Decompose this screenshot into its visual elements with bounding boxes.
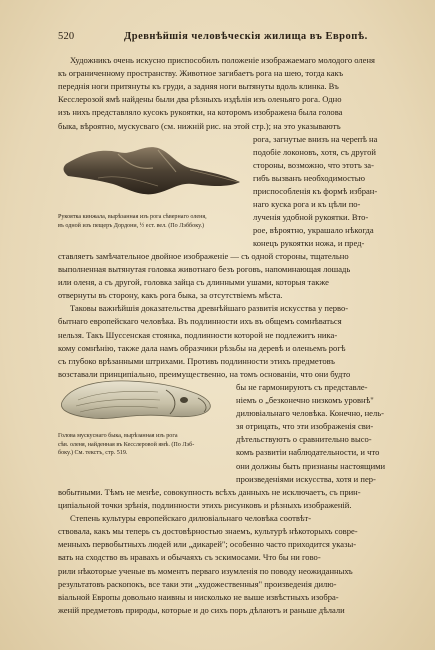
text-line: зя отрицать, что эти изображенія сви- <box>236 421 374 432</box>
text-line: лученія удобной рукоятки. Вто- <box>253 212 369 223</box>
paragraph-top <box>58 54 406 119</box>
caption-line: боку.) См. текстъ, стр. 519. <box>58 450 128 457</box>
page-header <box>58 31 403 45</box>
text-line: женій предметовъ природы, которые и до сихъ поръ дѣлаютъ и раньше дѣлали <box>58 604 345 615</box>
text-line: конецъ рукоятки ножа, и пред- <box>253 238 365 249</box>
text-line: дилювіальнаго человѣка. Конечно, нель- <box>236 408 384 419</box>
musk-ox-head-illustration <box>58 372 216 428</box>
text-line: Художникъ очень искусно приспособилъ положеніе изображаемаго молодого оленя <box>70 55 375 65</box>
page-number: 520 <box>58 31 75 42</box>
caption-line: въ одной изъ пещеръ Дордони, ½ ест. вел. (По Лэббоку.) <box>58 222 205 229</box>
text-line: ствовала, какъ мы теперь съ достовѣрностью знаемъ, культурѣ нѣкоторыхъ совре- <box>58 526 358 537</box>
text-line: подобіе локоновъ, хотя, съ другой <box>253 146 376 157</box>
paragraph-middle <box>58 250 406 381</box>
text-line: переднія ноги притянуты къ груди, а задняя ноги вытянуты вдоль клинка. Въ <box>58 81 339 92</box>
text-line: выполненная вытянутая головка животнаго безъ роговъ, напоминающая лошадь <box>58 264 351 275</box>
text-line: вать на сходство въ нравахъ и обычаяхъ съ эскимосами. Что бы ни гово- <box>58 552 321 563</box>
text-line: менныхъ первобытныхъ людей или „дикарей"; особенно часто приходится указы- <box>58 539 357 550</box>
text-line: произведеніями искусства, хотя и пер- <box>236 473 376 484</box>
text-line: ніемъ о „безконечно низкомъ уровнѣ" <box>236 395 374 406</box>
text-line: рое, вѣроятно, украшало нѣкогда <box>253 225 374 236</box>
caption-line: Голова мускуснаго быка, вырѣзанная изъ рога <box>58 433 178 439</box>
caption-line: сѣв. оленя, найденная въ Кесслеровой ямѣ. (По Лэб- <box>58 441 195 448</box>
paragraph-bottom <box>58 486 406 617</box>
paragraph-right-col-1 <box>253 133 406 251</box>
text-line: результатовъ раскопокъ, все таки эти „художественныя" произведенія дилю- <box>58 578 337 589</box>
text-line: рога, загнутые внизъ на черепѣ на <box>253 133 378 144</box>
text-line: къ ограниченному пространству. Животное загибаетъ рога на шею, тогда какъ <box>58 68 344 79</box>
text-line: наго куска рога и къ цѣли по- <box>253 198 361 209</box>
text-line: Степень культуры европейскаго дилювіальнаго человѣка соотвѣт- <box>70 513 312 524</box>
text-line: віальной Европы довольно наивны и нисколько не выше извѣстныхъ изобра- <box>58 591 339 602</box>
paragraph-right-col-2 <box>236 381 406 486</box>
text-line: бы не гармонируютъ съ представле- <box>236 382 368 392</box>
text-line: бытнаго европейскаго человѣка. Въ подлинности ихъ въ общемъ сомнѣваться <box>58 316 342 327</box>
text-line: Кесслерозой ямѣ найдены были два рѣзныхъ издѣлія изъ оленьяго рога. Одно <box>58 94 342 105</box>
text-line: съ глубоко врѣзанными штрихами. Противъ подлинности этихъ предметовъ <box>58 355 335 366</box>
text-line: стороны, возможно, что этотъ за- <box>253 159 374 170</box>
text-line: они должны быть признаны настоящими <box>236 460 386 471</box>
text-line: возставали принципіально, преимущественно, на томъ основаніи, что они будто <box>58 368 351 379</box>
text-line: Таковы важнѣйшія доказательства древнѣйшаго развитія искусства у перво- <box>70 303 349 314</box>
text-line: дѣтельствуютъ о сравнительно высо- <box>236 434 372 445</box>
text-line: вобытными. Тѣмъ не менѣе, совокупность всѣхъ данныхъ не исключаетъ, съ прин- <box>58 487 361 497</box>
caption-line: Рукоятка кинжала, вырѣзанная изъ рога сѣвернаго оленя, <box>58 214 207 220</box>
text-line: нельзя. Такъ Шуссенская стоянка, подлинности которой не подлежитъ ника- <box>58 329 338 340</box>
paragraph-top-line6 <box>58 120 406 133</box>
text-line: отвернуты въ сторону, какъ рога быка, за отсутствіемъ мѣста. <box>58 290 283 301</box>
text-line: или оленя, а съ другой, головка зайца съ длинными ушами, которыя также <box>58 277 329 288</box>
text-line: кому сомнѣнію, также дала намъ образчики рѣзьбы на деревѣ и оленьемъ рогѣ <box>58 342 346 353</box>
text-line: гибъ вызванъ необходимостью <box>253 172 366 183</box>
text-line: изъ нихъ представляло кусокъ рукоятки, на которомъ изображена была голова <box>58 107 343 118</box>
figure-caption-dagger <box>58 213 248 230</box>
text-line: приспособленія къ формѣ избран- <box>253 185 378 196</box>
running-title: Древнѣйшія человѣческія жилища въ Европѣ. <box>124 31 368 42</box>
text-line: быка, вѣроятно, мускусваго (см. нижній рис. на этой стр.); на это указываютъ <box>58 120 341 131</box>
text-line: ципіальной точки зрѣнія, подлинности этихъ рисунковъ и рѣзныхъ изображеній. <box>58 500 352 511</box>
text-line: комъ развитіи наблюдательности, и что <box>236 447 380 458</box>
text-line: ставляетъ замѣчательное двойное изображеніе — съ одной стороны, тщательно <box>58 251 349 261</box>
figure-caption-musk-ox <box>58 432 228 458</box>
text-line: рили нѣкоторые ученые въ моментъ перваго изумленія по поводу неожиданныхъ <box>58 565 353 576</box>
dagger-handle-illustration <box>58 134 248 210</box>
